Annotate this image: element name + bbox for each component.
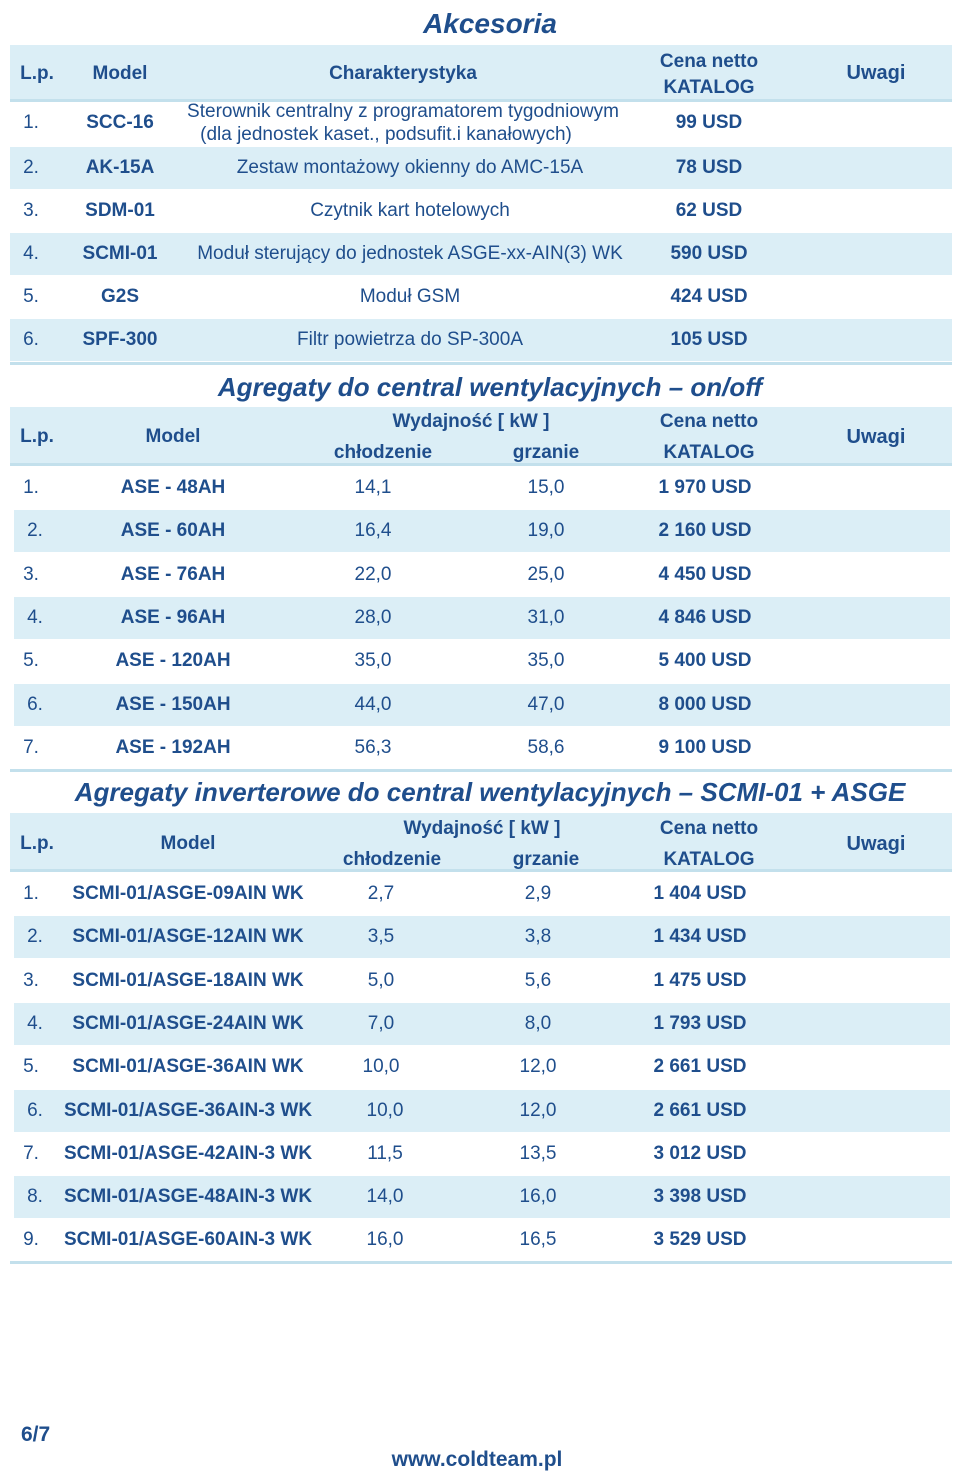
header-lp: L.p. [20, 63, 54, 84]
row-lp: 2. [23, 157, 39, 178]
row-lp: 3. [23, 969, 39, 991]
header-lp: L.p. [20, 426, 54, 447]
row-model: SCMI-01/ASGE-36AIN WK [72, 1056, 304, 1078]
row-lp: 5. [23, 650, 39, 672]
header-cena-netto: Cena netto [659, 51, 759, 72]
row-price: 9 100 USD [658, 736, 752, 758]
row-price: 1 404 USD [653, 883, 747, 904]
row-price: 5 400 USD [658, 650, 752, 672]
row-heating: 15,0 [527, 477, 565, 498]
section-divider [10, 362, 952, 365]
row-price: 4 450 USD [658, 563, 752, 585]
row-heating: 12,0 [519, 1099, 557, 1121]
row-charakterystyka: (dla jednostek kaset., podsufit.i kanałowych) [200, 124, 572, 145]
row-price: 2 661 USD [653, 1056, 747, 1078]
row-price: 4 846 USD [658, 606, 752, 628]
row-model: SCMI-01 [82, 243, 158, 264]
row-lp: 3. [23, 200, 39, 221]
row-charakterystyka: Czytnik kart hotelowych [310, 200, 510, 221]
header-grzanie: grzanie [512, 442, 580, 463]
row-lp: 4. [27, 1012, 43, 1034]
row-cooling: 5,0 [367, 969, 395, 991]
header-uwagi: Uwagi [846, 833, 906, 855]
row-model: ASE - 60AH [120, 520, 226, 542]
row-model: SCMI-01/ASGE-09AIN WK [72, 883, 304, 904]
row-lp: 1. [23, 477, 39, 498]
row-heating: 35,0 [527, 650, 565, 672]
row-price: 1 970 USD [658, 477, 752, 498]
row-model: SCC-16 [86, 112, 154, 133]
header-cena-netto: Cena netto [659, 818, 759, 839]
row-lp: 7. [23, 736, 39, 758]
row-price: 105 USD [670, 329, 748, 350]
row-cooling: 10,0 [362, 1056, 400, 1078]
header-cena-netto: Cena netto [659, 411, 759, 432]
header-uwagi: Uwagi [846, 426, 906, 448]
row-heating: 16,5 [519, 1229, 557, 1251]
row-model: AK-15A [85, 157, 155, 178]
row-charakterystyka: Sterownik centralny z programatorem tygodniowym [187, 101, 619, 122]
row-charakterystyka: Filtr powietrza do SP-300A [297, 329, 523, 350]
row-price: 2 661 USD [653, 1099, 747, 1121]
page-number: 6/7 [21, 1423, 51, 1446]
section-title: Akcesoria [423, 8, 557, 39]
section-title: Agregaty do central wentylacyjnych – on/off [217, 372, 763, 402]
header-katalog: KATALOG [663, 77, 755, 98]
row-lp: 6. [27, 693, 43, 715]
row-model: ASE - 48AH [120, 477, 226, 498]
row-price: 3 529 USD [653, 1229, 747, 1251]
header-lp: L.p. [20, 833, 54, 854]
row-price: 1 475 USD [653, 969, 747, 991]
row-price: 8 000 USD [658, 693, 752, 715]
row-lp: 4. [27, 606, 43, 628]
row-lp: 6. [27, 1099, 43, 1121]
website-url: www.coldteam.pl [391, 1448, 563, 1471]
row-heating: 19,0 [527, 520, 565, 542]
table-header [10, 45, 952, 102]
row-cooling: 11,5 [367, 1142, 403, 1164]
row-price: 3 012 USD [653, 1142, 747, 1164]
row-model: ASE - 76AH [120, 563, 226, 585]
row-price: 2 160 USD [658, 520, 752, 542]
row-model: SCMI-01/ASGE-24AIN WK [72, 1012, 304, 1034]
row-lp: 5. [23, 286, 39, 307]
row-model: SCMI-01/ASGE-18AIN WK [72, 969, 304, 991]
row-cooling: 16,4 [354, 520, 392, 542]
row-model: SCMI-01/ASGE-60AIN-3 WK [63, 1229, 313, 1251]
row-cooling: 35,0 [354, 650, 392, 672]
table-bottom-rule [10, 1261, 952, 1264]
row-lp: 2. [27, 520, 43, 542]
row-lp: 1. [23, 883, 39, 904]
row-heating: 3,8 [524, 926, 552, 948]
header-wydajnosc: Wydajność [ kW ] [403, 818, 561, 839]
header-model: Model [92, 63, 148, 84]
row-model: ASE - 120AH [115, 650, 231, 672]
header-katalog: KATALOG [663, 849, 755, 870]
row-lp: 5. [23, 1056, 39, 1078]
row-cooling: 56,3 [354, 736, 392, 758]
row-model: SPF-300 [82, 329, 158, 350]
row-cooling: 28,0 [354, 606, 392, 628]
row-price: 590 USD [670, 243, 748, 264]
row-heating: 58,6 [527, 736, 565, 758]
row-price: 1 793 USD [653, 1012, 747, 1034]
row-heating: 5,6 [524, 969, 552, 991]
row-heating: 2,9 [524, 883, 552, 904]
row-heating: 47,0 [527, 693, 565, 715]
row-model: SCMI-01/ASGE-42AIN-3 WK [63, 1142, 313, 1164]
row-price: 62 USD [675, 200, 743, 221]
row-heating: 12,0 [519, 1056, 557, 1078]
header-uwagi: Uwagi [846, 62, 906, 84]
row-cooling: 14,0 [366, 1186, 404, 1208]
row-cooling: 3,5 [367, 926, 395, 948]
row-cooling: 14,1 [354, 477, 392, 498]
header-chlodzenie: chłodzenie [333, 442, 433, 463]
row-heating: 8,0 [524, 1012, 552, 1034]
section-divider [10, 769, 952, 772]
row-price: 3 398 USD [653, 1186, 747, 1208]
row-price: 99 USD [675, 112, 743, 133]
row-heating: 31,0 [527, 606, 565, 628]
row-cooling: 22,0 [354, 563, 392, 585]
row-lp: 8. [27, 1186, 43, 1208]
header-model: Model [160, 833, 216, 854]
row-cooling: 16,0 [366, 1229, 404, 1251]
row-price: 78 USD [675, 157, 743, 178]
row-model: SCMI-01/ASGE-12AIN WK [72, 926, 304, 948]
header-charakterystyka: Charakterystyka [329, 63, 477, 84]
row-lp: 7. [23, 1142, 39, 1164]
header-model: Model [145, 426, 201, 447]
header-chlodzenie: chłodzenie [342, 849, 442, 870]
row-heating: 13,5 [519, 1142, 557, 1164]
section-title: Agregaty inverterowe do central wentylacyjnych – SCMI-01 + ASGE [74, 777, 906, 807]
row-price: 424 USD [670, 286, 748, 307]
row-charakterystyka: Moduł sterujący do jednostek ASGE-xx-AIN(3) WK [197, 243, 623, 264]
row-charakterystyka: Zestaw montażowy okienny do AMC-15A [236, 157, 584, 178]
row-cooling: 44,0 [354, 693, 392, 715]
row-cooling: 10,0 [366, 1099, 404, 1121]
row-price: 1 434 USD [653, 926, 747, 948]
row-model: SCMI-01/ASGE-48AIN-3 WK [63, 1186, 313, 1208]
row-lp: 6. [23, 329, 39, 350]
row-lp: 9. [23, 1229, 39, 1251]
row-lp: 3. [23, 563, 39, 585]
row-model: ASE - 150AH [115, 693, 231, 715]
row-model: ASE - 96AH [120, 606, 226, 628]
header-grzanie: grzanie [512, 849, 580, 870]
row-lp: 2. [27, 926, 43, 948]
row-lp: 4. [23, 243, 39, 264]
row-charakterystyka: Moduł GSM [359, 286, 461, 307]
row-lp: 1. [23, 112, 39, 133]
row-cooling: 2,7 [367, 883, 395, 904]
row-model: G2S [100, 286, 140, 307]
row-model: SDM-01 [85, 200, 155, 221]
header-wydajnosc: Wydajność [ kW ] [392, 411, 550, 432]
header-katalog: KATALOG [663, 442, 755, 463]
row-heating: 25,0 [527, 563, 565, 585]
row-model: SCMI-01/ASGE-36AIN-3 WK [63, 1099, 313, 1121]
row-model: ASE - 192AH [115, 736, 231, 758]
row-heating: 16,0 [519, 1186, 557, 1208]
row-cooling: 7,0 [367, 1012, 395, 1034]
